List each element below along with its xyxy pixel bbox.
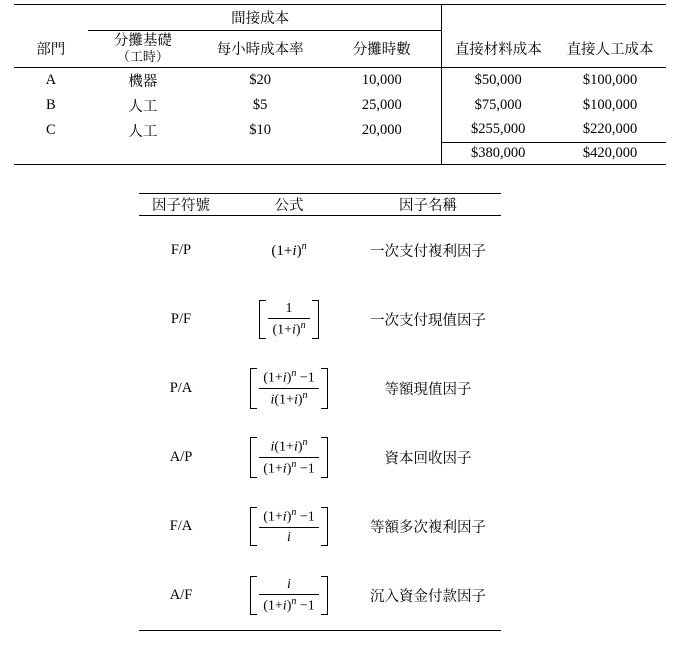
totals-spacer — [14, 143, 88, 165]
totals-spacer — [322, 143, 442, 165]
table-row — [139, 216, 501, 286]
table-row-column-headers — [14, 31, 666, 68]
cell-factor-name: 等額現值因子 — [384, 382, 472, 398]
formula-fp: $(1+i)^n$ — [271, 241, 307, 259]
cell-base: 人工 — [128, 123, 158, 140]
cell-rate: $5 — [252, 96, 268, 113]
group-header-cell: 間接成本 — [198, 5, 322, 31]
cell-labor: $100,000 — [582, 71, 638, 88]
table-row-column-headers — [139, 194, 501, 216]
factor-table — [139, 193, 501, 631]
table-row — [14, 118, 666, 143]
cell-material: $50,000 — [442, 67, 554, 93]
formula-fa: $\frac{(1+i)^n -1}{i}$ — [250, 507, 328, 547]
formula-ap: $\frac{i(1+i)^n}{(1+i)^n -1}$ — [250, 437, 328, 478]
group-header-cell — [322, 5, 442, 31]
cell-material: $255,000 — [442, 118, 554, 143]
interest-factor-table — [139, 193, 501, 631]
cell-formula — [223, 492, 355, 561]
table-row — [139, 423, 501, 492]
header-direct-material: 直接材料成本 — [442, 31, 554, 68]
totals-spacer — [88, 143, 198, 165]
totals-spacer — [198, 143, 322, 165]
cell-dept: B — [45, 96, 56, 113]
cell-formula — [223, 285, 355, 354]
table-row — [139, 561, 501, 631]
cost-allocation-table — [14, 4, 666, 165]
header-factor-name: 因子名稱 — [355, 194, 501, 216]
table-row-totals — [14, 143, 666, 165]
cell-rate: $20 — [249, 71, 272, 88]
header-allocation-base — [88, 31, 198, 68]
cell-formula — [223, 423, 355, 492]
table-row-group-header — [14, 5, 666, 31]
cell-factor-name: 資本回收因子 — [384, 451, 472, 467]
cell-factor-symbol: P/F — [170, 311, 192, 327]
header-allocation-base-line2: （工時） — [116, 48, 169, 64]
table-row — [14, 67, 666, 93]
formula-pa: $\frac{(1+i)^n -1}{i(1+i)^n}$ — [250, 368, 328, 409]
group-header-indirect — [88, 5, 198, 31]
table-row — [14, 93, 666, 118]
total-labor: $420,000 — [554, 143, 666, 165]
cell-factor-symbol: A/P — [169, 449, 193, 465]
cell-factor-symbol: F/A — [169, 518, 193, 534]
cell-hours: 10,000 — [361, 71, 402, 88]
cell-formula — [223, 216, 355, 286]
cell-labor: $220,000 — [554, 118, 666, 143]
cell-factor-name: 一次支付現值因子 — [370, 313, 486, 329]
cell-formula — [223, 354, 355, 423]
cell-hours: 20,000 — [361, 121, 402, 138]
cell-factor-symbol: P/A — [169, 380, 193, 396]
header-formula: 公式 — [223, 194, 355, 216]
cell-formula — [223, 561, 355, 631]
header-allocated-hours: 分攤時數 — [322, 31, 442, 68]
cell-material: $75,000 — [442, 93, 554, 118]
cell-rate: $10 — [249, 121, 272, 138]
table-row — [139, 285, 501, 354]
spacer-cell — [14, 5, 88, 31]
table-row — [139, 492, 501, 561]
total-material: $380,000 — [442, 143, 554, 165]
cell-dept: C — [45, 121, 56, 138]
cell-factor-symbol: A/F — [139, 561, 223, 631]
cell-dept: A — [45, 71, 57, 88]
header-direct-labor: 直接人工成本 — [554, 31, 666, 68]
spacer-cell — [442, 5, 554, 31]
spacer-cell — [554, 5, 666, 31]
cell-hours: 25,000 — [361, 96, 402, 113]
cell-factor-name: 一次支付複利因子 — [370, 244, 486, 260]
header-hourly-rate: 每小時成本率 — [198, 31, 322, 68]
table-row — [139, 354, 501, 423]
cell-base: 機器 — [128, 73, 158, 90]
cell-factor-name: 等額多次複利因子 — [370, 520, 486, 536]
cell-factor-name: 沉入資金付款因子 — [355, 561, 501, 631]
formula-af: $\frac{i}{(1+i)^n -1}$ — [250, 576, 328, 616]
header-factor-symbol: 因子符號 — [139, 194, 223, 216]
formula-pf: $\frac{1}{(1+i)^n}$ — [259, 300, 318, 340]
header-dept: 部門 — [14, 31, 88, 68]
cell-factor-symbol: F/P — [170, 242, 192, 258]
cost-table — [14, 4, 666, 165]
cell-base: 人工 — [128, 98, 158, 115]
cell-labor: $100,000 — [582, 96, 638, 113]
header-allocation-base-line1: 分攤基礎 — [113, 33, 172, 49]
